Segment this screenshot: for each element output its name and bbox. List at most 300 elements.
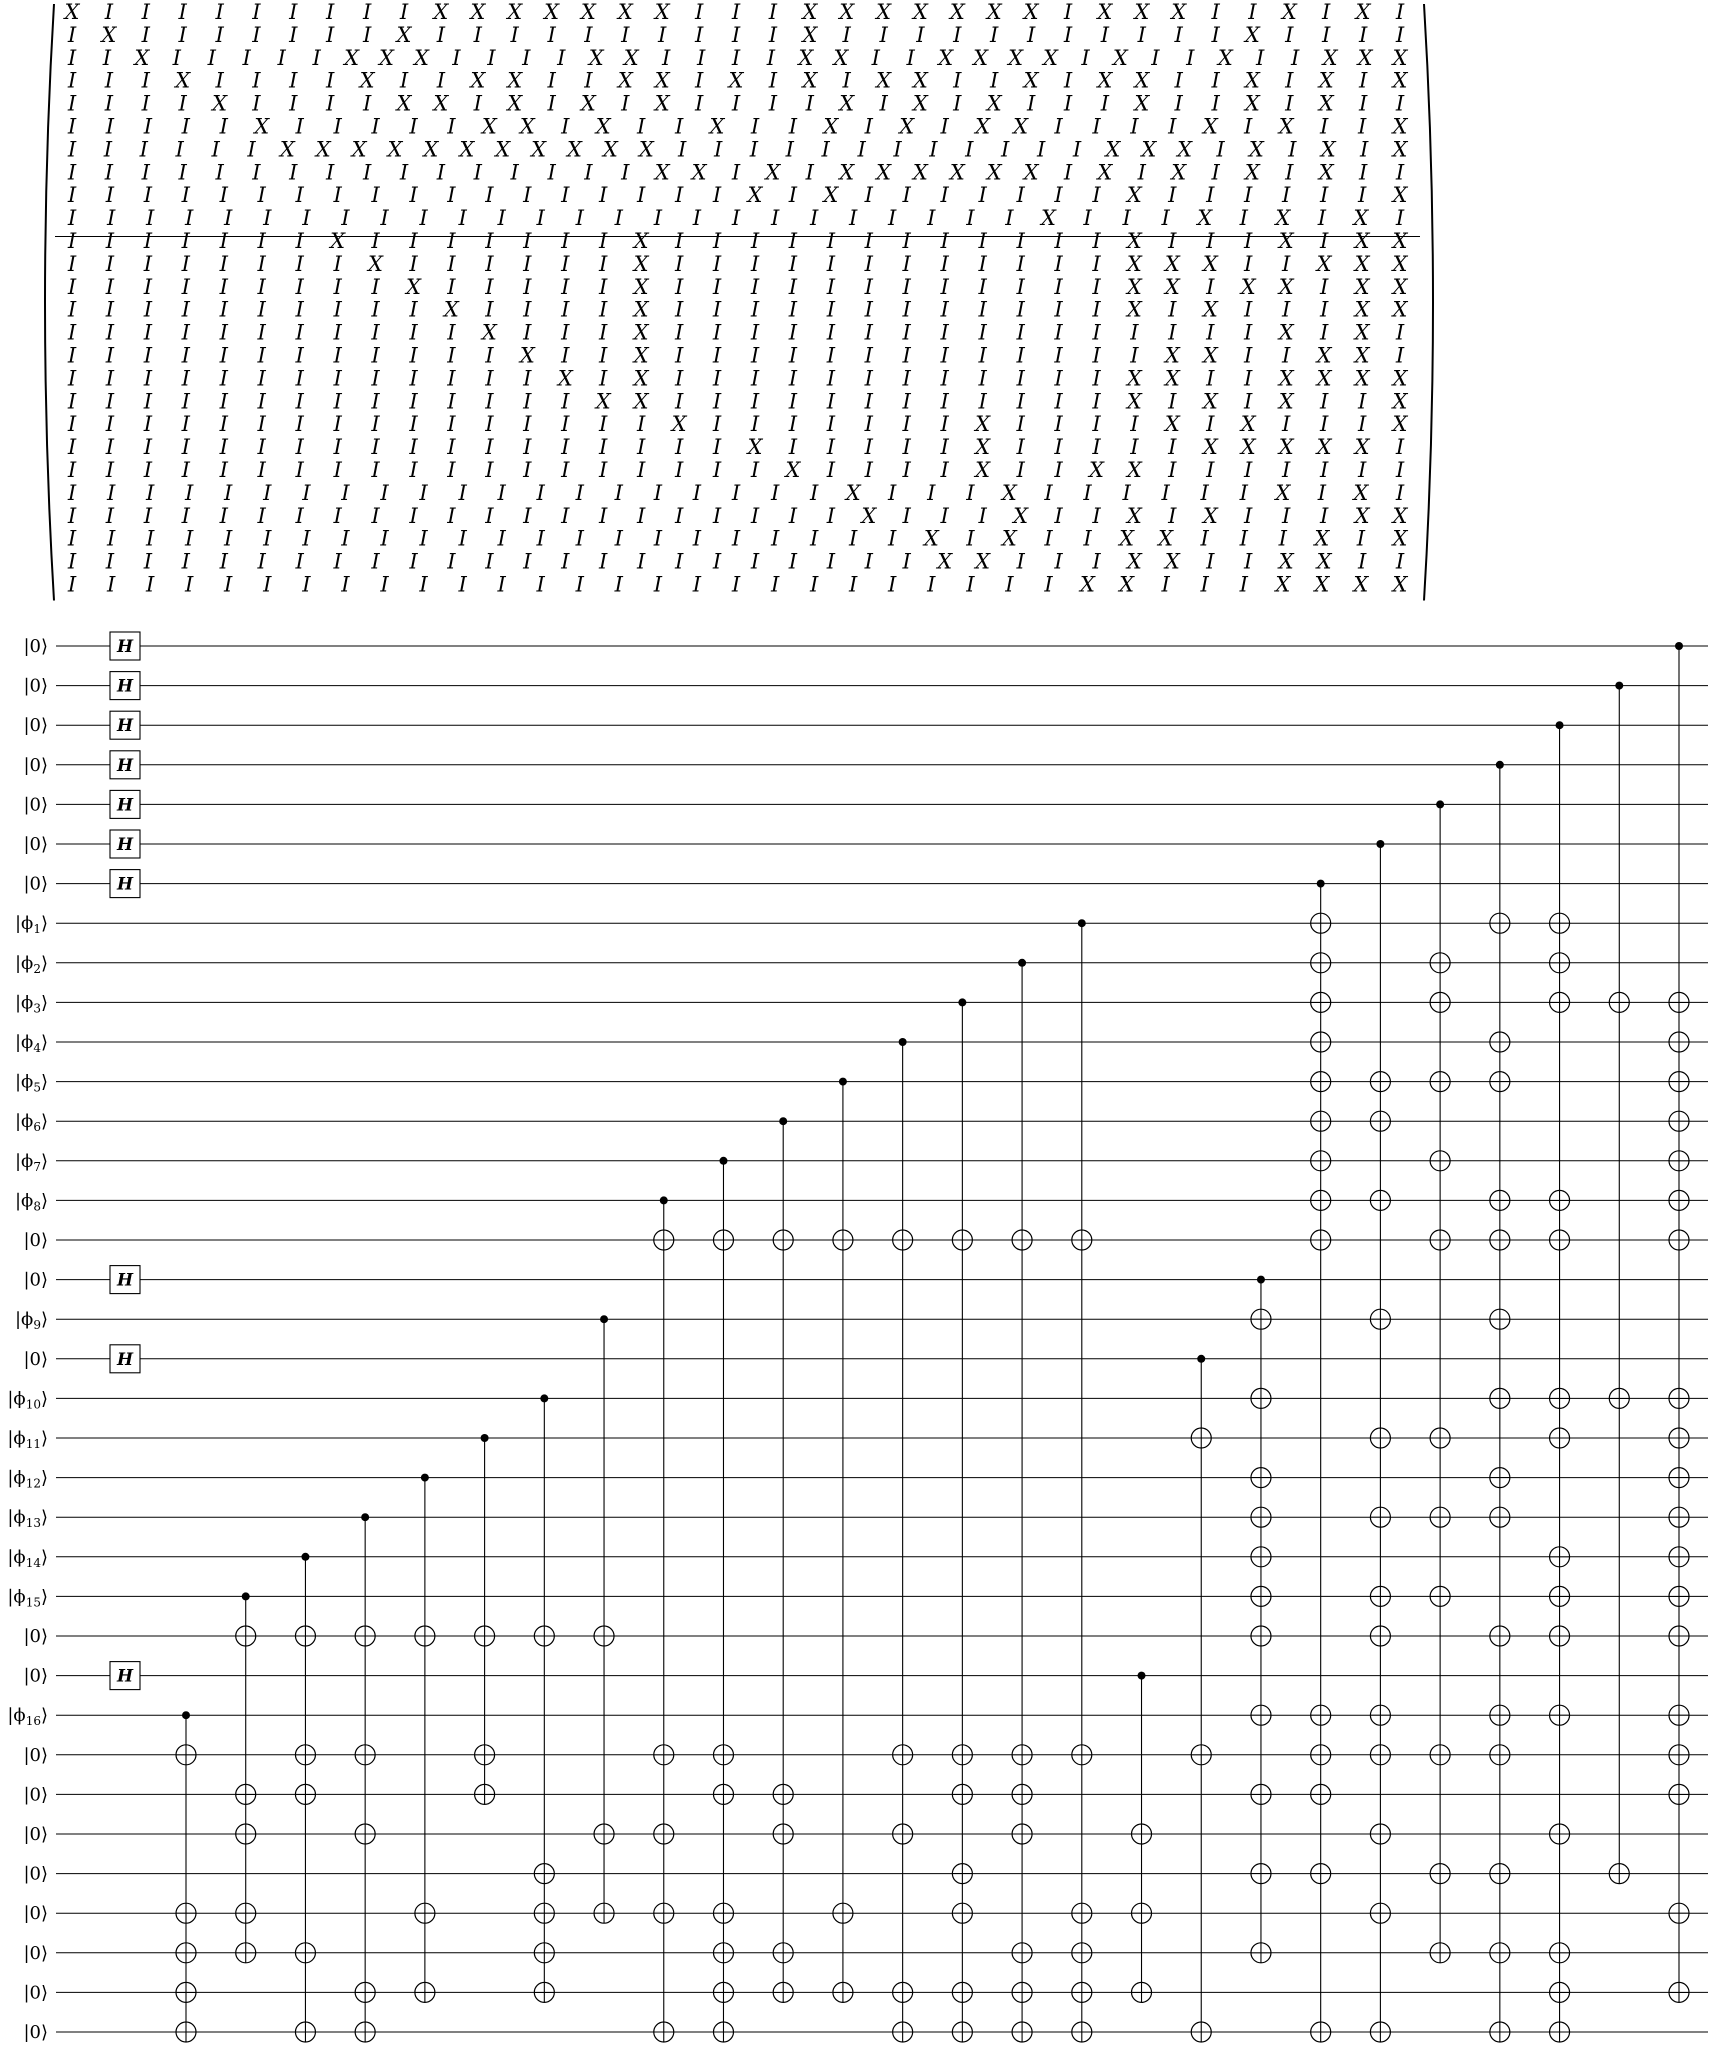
- matrix-cell: I: [485, 458, 494, 482]
- cnot-target: [1669, 1151, 1689, 1171]
- matrix-cell: I: [419, 206, 428, 231]
- matrix-cell: I: [257, 435, 266, 460]
- cnot-target: [773, 1824, 793, 1844]
- matrix-cell: I: [978, 183, 987, 208]
- matrix-cell: X: [633, 366, 649, 391]
- matrix-cell: X: [1105, 137, 1121, 162]
- matrix-cell: I: [523, 251, 532, 276]
- cnot-column: [1550, 721, 1570, 2042]
- matrix-cell: I: [141, 160, 150, 185]
- matrix-cell: I: [1063, 0, 1073, 24]
- cnot-target: [1490, 913, 1510, 933]
- matrix-cell: I: [661, 45, 671, 70]
- matrix-cell: I: [371, 435, 380, 460]
- matrix-cell: I: [1395, 206, 1405, 231]
- matrix-cell: I: [826, 435, 836, 460]
- matrix-cell: I: [636, 549, 646, 574]
- matrix-cell: I: [1054, 251, 1063, 276]
- matrix-cell: X: [1392, 45, 1408, 70]
- matrix-cell: I: [447, 229, 456, 253]
- cnot-target: [1669, 1903, 1689, 1923]
- matrix-cell: I: [1092, 274, 1101, 299]
- matrix-cell: I: [1016, 412, 1025, 437]
- matrix-cell: I: [409, 435, 418, 460]
- matrix-cell: I: [1282, 251, 1291, 276]
- matrix-cell: I: [1130, 343, 1139, 368]
- matrix-cell: I: [826, 274, 836, 299]
- matrix-cell: I: [940, 183, 949, 208]
- matrix-cell: X: [379, 45, 394, 70]
- cnot-target: [236, 1784, 256, 1804]
- matrix-cell: I: [561, 389, 570, 414]
- matrix-cell: I: [67, 458, 77, 482]
- cnot-column: [1430, 800, 1450, 1962]
- matrix-cell: I: [953, 22, 962, 47]
- matrix-cell: I: [750, 274, 760, 299]
- matrix-cell: X: [1278, 274, 1294, 299]
- matrix-cell: I: [674, 366, 684, 391]
- matrix-cell: I: [102, 45, 112, 70]
- matrix-cell: I: [636, 412, 646, 437]
- matrix-cell: I: [333, 343, 342, 368]
- wire-label: $|\phi_6⟩$: [14, 1111, 48, 1135]
- cnot-column: [236, 1592, 256, 1962]
- matrix-cell: I: [770, 206, 780, 231]
- matrix-cell: I: [219, 274, 228, 299]
- matrix-cell: I: [371, 229, 380, 253]
- control-dot: [242, 1592, 250, 1600]
- matrix-cell: I: [674, 251, 684, 276]
- matrix-cell: I: [1063, 160, 1073, 185]
- matrix-cell: I: [485, 412, 494, 437]
- matrix-cell: I: [864, 389, 873, 414]
- wire-label: |0⟩: [23, 1824, 48, 1845]
- matrix-cell: X: [654, 160, 670, 185]
- matrix-cell: X: [1126, 183, 1142, 208]
- matrix-cell: I: [658, 22, 667, 47]
- matrix-cell: X: [315, 137, 331, 162]
- matrix-cell: I: [1319, 503, 1329, 528]
- cnot-target: [654, 1824, 674, 1844]
- matrix-cell: I: [584, 68, 593, 93]
- cnot-target: [1251, 1309, 1271, 1329]
- matrix-cell: X: [728, 68, 744, 93]
- matrix-cell: X: [588, 45, 604, 70]
- matrix-cell: X: [747, 183, 763, 208]
- matrix-cell: X: [595, 114, 611, 139]
- matrix-cell: I: [436, 160, 446, 185]
- matrix-cell: X: [481, 114, 497, 139]
- matrix-cell: I: [105, 229, 115, 253]
- matrix-cell: I: [178, 22, 187, 47]
- cnot-target: [1550, 1824, 1570, 1844]
- matrix-cell: X: [1244, 91, 1260, 116]
- matrix-cell: I: [1054, 435, 1063, 460]
- matrix-cell: I: [940, 229, 949, 253]
- matrix-cell: I: [864, 251, 873, 276]
- matrix-cell: X: [1316, 251, 1332, 276]
- matrix-cell: I: [1206, 458, 1215, 482]
- matrix-cell: X: [470, 0, 486, 24]
- matrix-cell: I: [1211, 22, 1220, 47]
- matrix-cell: I: [978, 297, 987, 322]
- matrix-cell: I: [788, 503, 798, 528]
- cnot-target: [893, 1982, 913, 2002]
- matrix-cell: X: [1278, 389, 1294, 414]
- matrix-cell: X: [1171, 0, 1187, 24]
- cnot-target: [952, 1230, 972, 1250]
- cnot-column: [1311, 880, 1331, 2042]
- matrix-cell: I: [371, 549, 380, 574]
- cnot-target: [1669, 1388, 1689, 1408]
- cnot-column: [773, 1117, 793, 2002]
- matrix-cell: X: [1013, 114, 1029, 139]
- matrix-cell: I: [1083, 206, 1092, 231]
- matrix-cell: I: [219, 435, 228, 460]
- matrix-cell: I: [1206, 412, 1215, 437]
- matrix-cell: I: [561, 343, 570, 368]
- matrix-cell: I: [1092, 549, 1101, 574]
- matrix-cell: I: [712, 366, 722, 391]
- matrix-cell: X: [1134, 91, 1150, 116]
- matrix-cell: I: [523, 320, 532, 345]
- cnot-target: [713, 2022, 733, 2042]
- matrix-cell: I: [599, 435, 608, 460]
- matrix-cell: I: [143, 503, 153, 528]
- matrix-cell: I: [826, 297, 836, 322]
- cnot-target: [1430, 1428, 1450, 1448]
- matrix-cell: I: [224, 572, 233, 597]
- cnot-target: [1012, 2022, 1032, 2042]
- control-dot: [1615, 682, 1623, 690]
- matrix-cell: X: [671, 412, 687, 437]
- matrix-cell: I: [940, 320, 949, 345]
- matrix-cell: I: [536, 526, 545, 551]
- wire-label: |0⟩: [23, 715, 48, 737]
- matrix-cell: X: [1080, 572, 1095, 597]
- matrix-cell: I: [263, 480, 272, 505]
- cnot-target: [773, 1784, 793, 1804]
- matrix-cell: I: [181, 389, 190, 414]
- control-dot: [1257, 1276, 1265, 1284]
- matrix-cell: I: [1151, 45, 1160, 70]
- matrix-cell: I: [181, 458, 190, 482]
- matrix-cell: I: [510, 22, 519, 47]
- matrix-cell: I: [105, 458, 115, 482]
- matrix-cell: I: [211, 137, 220, 162]
- cnot-target: [1370, 1072, 1390, 1092]
- matrix-cell: I: [143, 183, 153, 208]
- matrix-cell: I: [731, 526, 741, 551]
- matrix-cell: I: [1395, 22, 1405, 47]
- matrix-cell: I: [561, 114, 570, 139]
- cnot-target: [1370, 1428, 1390, 1448]
- matrix-cell: I: [770, 526, 780, 551]
- matrix-cell: I: [458, 526, 467, 551]
- matrix-cell: I: [694, 0, 704, 24]
- matrix-cell: I: [1054, 389, 1063, 414]
- matrix-cell: I: [599, 366, 608, 391]
- wire-label: |0⟩: [23, 754, 48, 776]
- matrix-cell: I: [1244, 320, 1253, 345]
- cnot-target: [415, 1903, 435, 1923]
- matrix-cell: I: [712, 274, 722, 299]
- matrix-cell: I: [1244, 366, 1253, 391]
- matrix-cell: I: [826, 251, 836, 276]
- matrix-cell: I: [105, 412, 115, 437]
- matrix-cell: I: [826, 412, 836, 437]
- cnot-target: [1430, 1864, 1450, 1884]
- matrix-cell: I: [67, 480, 77, 505]
- hadamard-gate: [110, 1345, 140, 1373]
- cnot-target: [1609, 1388, 1629, 1408]
- matrix-cell: I: [788, 274, 798, 299]
- matrix-cell: X: [1202, 297, 1218, 322]
- cnot-target: [1669, 1586, 1689, 1606]
- cnot-target: [1490, 1072, 1510, 1092]
- cnot-target: [1370, 1745, 1390, 1765]
- matrix-cell: I: [584, 22, 593, 47]
- cnot-target: [1550, 1982, 1570, 2002]
- cnot-target: [952, 1745, 972, 1765]
- matrix-cell: I: [1092, 435, 1101, 460]
- matrix-cell: I: [67, 137, 77, 162]
- matrix-cell: X: [1202, 251, 1218, 276]
- cnot-target: [1490, 1032, 1510, 1052]
- matrix-cell: X: [359, 68, 375, 93]
- matrix-cell: I: [902, 366, 911, 391]
- matrix-cell: I: [879, 91, 888, 116]
- matrix-cell: I: [409, 320, 418, 345]
- matrix-cell: I: [523, 549, 532, 574]
- matrix-cell: X: [839, 0, 855, 24]
- matrix-cell: I: [927, 480, 936, 505]
- matrix-cell: I: [447, 458, 456, 482]
- matrix-cell: X: [1126, 549, 1142, 574]
- matrix-cell: I: [172, 45, 181, 70]
- matrix-cell: I: [614, 480, 623, 505]
- cnot-target: [1669, 1111, 1689, 1131]
- matrix-cell: I: [219, 183, 228, 208]
- cnot-target: [713, 1982, 733, 2002]
- stabilizer-matrix: [0, 0, 1712, 620]
- matrix-cell: I: [1092, 389, 1101, 414]
- matrix-cell: X: [1392, 274, 1408, 299]
- matrix-cell: I: [864, 114, 873, 139]
- matrix-cell: I: [750, 251, 760, 276]
- cnot-target: [1490, 1864, 1510, 1884]
- matrix-cell: X: [1392, 297, 1408, 322]
- matrix-cell: I: [181, 435, 190, 460]
- matrix-cell: X: [1126, 389, 1142, 414]
- matrix-cell: X: [1126, 458, 1142, 482]
- cnot-target: [1669, 1507, 1689, 1527]
- matrix-cell: I: [106, 572, 116, 597]
- matrix-cell: I: [263, 572, 272, 597]
- matrix-cell: I: [768, 91, 778, 116]
- matrix-cell: X: [1126, 366, 1142, 391]
- matrix-cell: I: [674, 320, 684, 345]
- matrix-cell: I: [295, 389, 304, 414]
- cnot-target: [236, 1903, 256, 1923]
- matrix-cell: I: [178, 0, 187, 24]
- matrix-cell: I: [105, 320, 115, 345]
- matrix-cell: I: [575, 480, 584, 505]
- matrix-cell: X: [1353, 572, 1369, 597]
- cnot-target: [355, 2022, 375, 2042]
- matrix-cell: I: [105, 549, 115, 574]
- hadamard-label: H: [116, 716, 134, 737]
- cnot-target: [475, 1745, 495, 1765]
- matrix-cell: I: [1054, 274, 1063, 299]
- matrix-cell: I: [826, 366, 836, 391]
- matrix-cell: I: [1092, 251, 1101, 276]
- matrix-cell: I: [333, 274, 342, 299]
- cnot-target: [1311, 2022, 1331, 2042]
- wire-label: $|\phi_3⟩$: [14, 992, 48, 1016]
- cnot-target: [1669, 1784, 1689, 1804]
- matrix-cell: X: [1043, 45, 1058, 70]
- matrix-cell: I: [224, 206, 233, 231]
- matrix-cell: I: [750, 366, 760, 391]
- matrix-cell: I: [362, 160, 372, 185]
- matrix-cell: I: [523, 274, 532, 299]
- matrix-cell: I: [940, 274, 949, 299]
- matrix-cell: I: [362, 91, 372, 116]
- cnot-target: [295, 1626, 315, 1646]
- wire-label: $|\phi_2⟩$: [14, 952, 48, 976]
- cnot-column: [295, 1553, 315, 2042]
- control-dot: [1675, 642, 1683, 650]
- matrix-cell: X: [414, 45, 429, 70]
- matrix-cell: X: [1097, 0, 1113, 24]
- matrix-cell: I: [653, 572, 663, 597]
- matrix-cell: I: [1200, 480, 1209, 505]
- cnot-target: [1669, 1190, 1689, 1210]
- matrix-cell: I: [447, 343, 456, 368]
- cnot-target: [773, 1230, 793, 1250]
- matrix-cell: I: [1395, 549, 1405, 574]
- matrix-cell: X: [1001, 526, 1017, 551]
- matrix-cell: I: [1282, 183, 1291, 208]
- matrix-cell: X: [1217, 45, 1233, 70]
- matrix-cell: I: [750, 503, 760, 528]
- cnot-target: [1370, 1190, 1390, 1210]
- matrix-cell: I: [145, 480, 155, 505]
- matrix-cell: I: [768, 22, 778, 47]
- matrix-cell: I: [1211, 91, 1220, 116]
- matrix-cell: I: [864, 435, 873, 460]
- cnot-target: [1550, 1705, 1570, 1725]
- matrix-cell: I: [712, 435, 722, 460]
- cnot-target: [1550, 1388, 1570, 1408]
- matrix-cell: X: [1126, 229, 1142, 253]
- matrix-cell: X: [1240, 274, 1256, 299]
- matrix-cell: I: [694, 91, 704, 116]
- matrix-cell: I: [1044, 480, 1053, 505]
- matrix-cell: X: [709, 114, 725, 139]
- cnot-target: [1311, 1705, 1331, 1725]
- wire-label: |0⟩: [23, 1626, 48, 1647]
- matrix-cell: X: [1164, 412, 1180, 437]
- matrix-cell: I: [447, 366, 456, 391]
- cnot-target: [1311, 1864, 1331, 1884]
- matrix-cell: I: [105, 251, 115, 276]
- matrix-cell: I: [473, 91, 482, 116]
- matrix-cell: I: [902, 412, 911, 437]
- matrix-cell: I: [185, 480, 194, 505]
- matrix-cell: I: [419, 480, 428, 505]
- matrix-cell: X: [1112, 45, 1128, 70]
- wire-label: |0⟩: [23, 1348, 48, 1370]
- cnot-target: [1191, 1745, 1211, 1765]
- matrix-cell: X: [1244, 160, 1260, 185]
- matrix-cell: I: [104, 91, 114, 116]
- matrix-cell: I: [219, 251, 228, 276]
- matrix-cell: I: [295, 366, 304, 391]
- matrix-cell: I: [864, 320, 873, 345]
- control-dot: [660, 1196, 668, 1204]
- matrix-cell: X: [1392, 389, 1408, 414]
- matrix-cell: X: [938, 45, 954, 70]
- cnot-target: [1072, 1230, 1092, 1250]
- matrix-cell: I: [1395, 160, 1405, 185]
- matrix-cell: I: [409, 458, 418, 482]
- cnot-target: [1490, 1468, 1510, 1488]
- cnot-column: [654, 1196, 674, 2042]
- matrix-cell: I: [536, 572, 545, 597]
- matrix-cell: I: [1244, 251, 1253, 276]
- matrix-cell: I: [409, 297, 418, 322]
- matrix-cell: I: [927, 206, 936, 231]
- matrix-cell: I: [809, 572, 819, 597]
- matrix-cell: X: [212, 91, 228, 116]
- cnot-column: [893, 1038, 913, 2042]
- matrix-cell: I: [371, 343, 380, 368]
- cnot-target: [654, 1745, 674, 1765]
- cnot-target: [952, 1864, 972, 1884]
- matrix-cell: I: [785, 137, 794, 162]
- cnot-target: [893, 1824, 913, 1844]
- right-parenthesis: [1424, 4, 1433, 601]
- matrix-cell: I: [766, 45, 776, 70]
- matrix-cell: I: [653, 206, 663, 231]
- control-dot: [540, 1394, 548, 1402]
- cnot-target: [1132, 1982, 1152, 2002]
- matrix-cell: X: [937, 549, 953, 574]
- cnot-target: [1311, 953, 1331, 973]
- hadamard-gate: [110, 830, 140, 858]
- matrix-cell: I: [614, 526, 623, 551]
- matrix-cell: I: [599, 343, 608, 368]
- matrix-cell: I: [694, 22, 704, 47]
- matrix-cell: X: [1001, 480, 1017, 505]
- matrix-cell: I: [1357, 549, 1367, 574]
- matrix-cell: I: [1206, 229, 1215, 253]
- hadamard-gate: [110, 751, 140, 779]
- matrix-cell: I: [141, 68, 150, 93]
- matrix-cell: I: [940, 114, 949, 139]
- matrix-cell: I: [371, 412, 380, 437]
- matrix-cell: I: [409, 251, 418, 276]
- matrix-cell: I: [731, 160, 741, 185]
- matrix-cell: I: [458, 480, 467, 505]
- matrix-cell: I: [333, 503, 342, 528]
- matrix-cell: I: [145, 206, 155, 231]
- matrix-cell: I: [1054, 114, 1063, 139]
- matrix-cell: X: [507, 91, 523, 116]
- matrix-cell: I: [362, 22, 372, 47]
